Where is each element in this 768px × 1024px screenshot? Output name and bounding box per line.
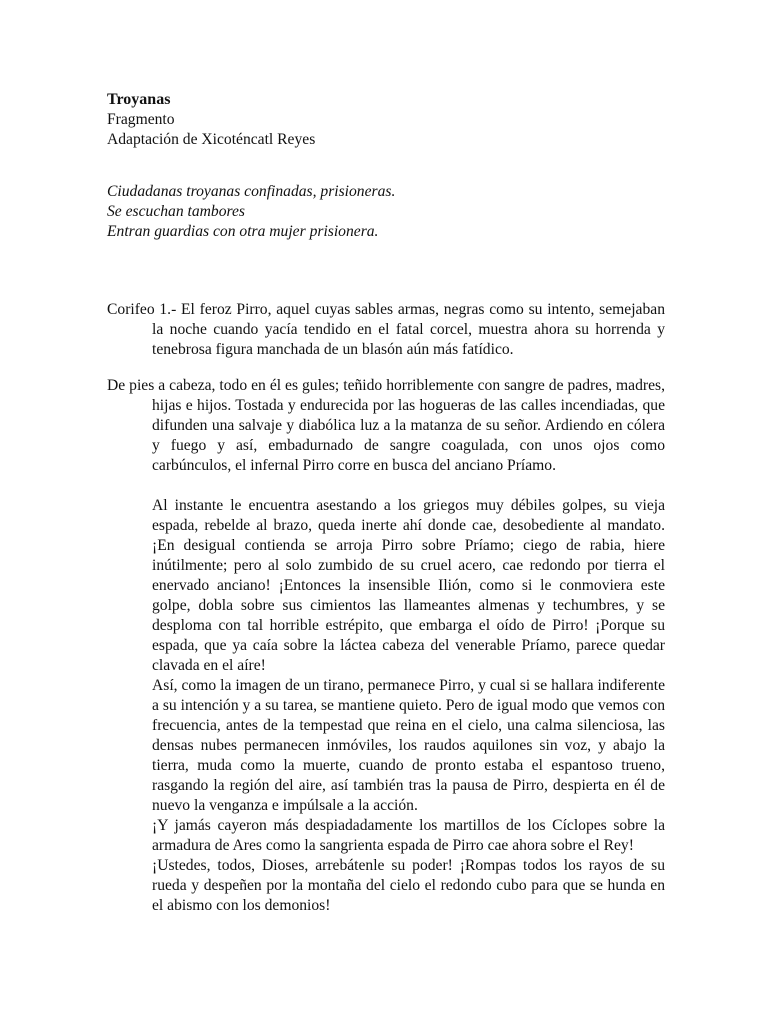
corifeo-paragraph: Corifeo 1.- El feroz Pirro, aquel cuyas sables armas, negras como su intento, semejaban la noche cuando yacía tendido en el fatal corcel, muestra ahora su horrenda y tenebrosa figura manchada de un blasón aún más fatídico. bbox=[107, 301, 665, 358]
document-title: Troyanas bbox=[107, 91, 171, 108]
adaptation-credit: Adaptación de Xicoténcatl Reyes bbox=[107, 131, 316, 148]
document-page bbox=[107, 90, 665, 916]
body-paragraph: De pies a cabeza, todo en él es gules; teñido horriblemente con sangre de padres, madres, hijas e hijos. Tostada y endurecida por las hogueras de las calles incendiadas, que difunden una salvaje y diabólica luz a la matanza de su señor. Ardiendo en cólera y fuego y así, embadurnado de sangre coagulada, con unos ojos como carbúnculos, el infernal Pirro corre en busca del anciano Príamo. bbox=[107, 377, 665, 474]
speech-block bbox=[107, 496, 665, 916]
stage-direction-line: Se escuchan tambores bbox=[107, 203, 245, 220]
stage-direction-line: Ciudadanas troyanas confinadas, prisioneras. bbox=[107, 183, 396, 200]
stage-direction-line: Entran guardias con otra mujer prisionera. bbox=[107, 223, 379, 240]
stage-directions bbox=[107, 182, 665, 242]
body-paragraph: ¡Y jamás cayeron más despiadadamente los martillos de los Cíclopes sobre la armadura de Ares como la sangrienta espada de Pirro cae ahora sobre el Rey! bbox=[152, 817, 665, 854]
body-paragraph: Así, como la imagen de un tirano, permanece Pirro, y cual si se hallara indiferente a su intención y a su tarea, se mantiene quieto. Pero de igual modo que vemos con frecuencia, antes de la tempestad que reina en el cielo, una calma silenciosa, las densas nubes permanecen inmóviles, los raudos aquilones sin voz, y abajo la tierra, muda como la muerte, cuando de pronto estaba el espantoso trueno, rasgando la región del aire, así también tras la pausa de Pirro, despierta en él de nuevo la venganza e impúlsale a la acción. bbox=[152, 677, 665, 814]
document-subtitle: Fragmento bbox=[107, 111, 175, 128]
body-paragraph: ¡Ustedes, todos, Dioses, arrebátenle su poder! ¡Rompas todos los rayos de su rueda y despeñen por la montaña del cielo el redondo cubo para que se hunda en el abismo con los demonios! bbox=[152, 857, 665, 914]
body-paragraph: Al instante le encuentra asestando a los griegos muy débiles golpes, su vieja espada, rebelde al brazo, queda inerte ahí donde cae, desobediente al mandato. ¡En desigual contienda se arroja Pirro sobre Príamo; ciego de rabia, hiere inútilmente; pero al solo zumbido de su cruel acero, cae redondo por tierra el enervado anciano! ¡Entonces la insensible Ilión, como si le conmoviera este golpe, dobla sobre sus cimientos las llameantes almenas y techumbres, y se desploma con tal horrible estrépito, que embarga el oído de Pirro! ¡Porque su espada, que ya caía sobre la láctea cabeza del venerable Príamo, parece quedar clavada en el aíre! bbox=[152, 497, 665, 674]
